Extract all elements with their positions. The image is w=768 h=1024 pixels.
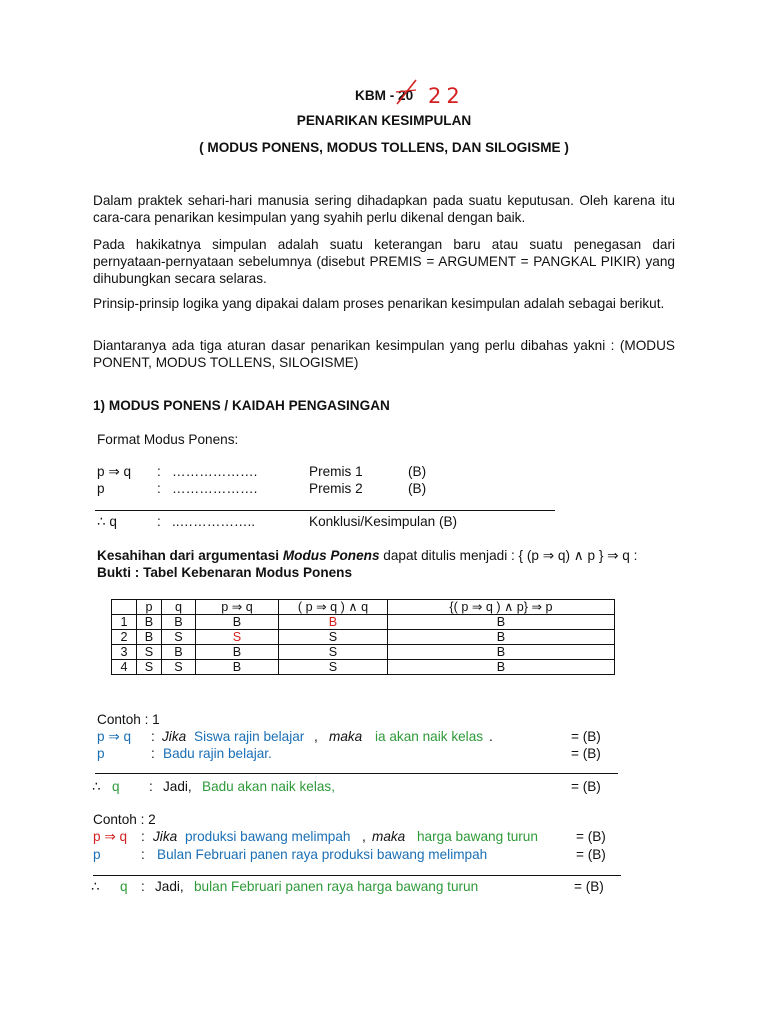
highlight-cell: S — [196, 630, 279, 645]
kbm-new-number: 22 — [428, 84, 465, 108]
intro-paragraph-2: Pada hakikatnya simpulan adalah suatu keterangan baru atau suatu penegasan dari pernyataan-pernyataan sebelumnya (disebut PREMIS = ARGUMENT = PANGKAL PIKIR) yang dihubungkan secara selaras. — [93, 237, 675, 286]
format-symbol: ∴ q — [97, 514, 117, 529]
table-row: 3 S B B S B — [112, 645, 615, 660]
kbm-old-number: 20 — [398, 88, 414, 103]
truth-table — [111, 599, 615, 675]
format-colon: : — [157, 514, 161, 529]
format-label-konklusi: Konklusi/Kesimpulan (B) — [309, 514, 458, 529]
format-colon: : — [157, 481, 161, 496]
format-value: (B) — [408, 481, 427, 496]
bukti-label: Bukti : Tabel Kebenaran Modus Ponens — [97, 565, 353, 580]
page-title: PENARIKAN KESIMPULAN — [296, 113, 472, 128]
format-dots: ..…………….. — [172, 514, 256, 529]
contoh-1-divider — [95, 773, 618, 774]
format-dots: ………………. — [172, 464, 258, 479]
intro-paragraph-3: Prinsip-prinsip logika yang dipakai dalam proses penarikan kesimpulan adalah sebagai berikut. — [93, 296, 665, 311]
intro-paragraph-4: Diantaranya ada tiga aturan dasar penarikan kesimpulan yang perlu dibahas yakni : (MODUS PONENT, MODUS TOLLENS, SILOGISME) — [93, 338, 675, 370]
intro-paragraph-1: Dalam praktek sehari-hari manusia sering dihadapkan pada suatu keputusan. Oleh karena itu cara-cara penarikan kesimpulan yang syahih perlu dikenal dengan baik. — [93, 193, 675, 225]
contoh-2-label: Contoh : 2 — [93, 812, 156, 827]
format-value: (B) — [408, 464, 427, 479]
page-subtitle: ( MODUS PONENS, MODUS TOLLENS, DAN SILOGISME ) — [199, 140, 569, 155]
format-divider — [95, 510, 555, 511]
truth-table-header: p q p ⇒ q ( p ⇒ q ) ∧ q {( p ⇒ q ) ∧ p} ⇒ p — [112, 600, 615, 615]
format-symbol: p ⇒ q — [97, 464, 132, 479]
format-label: Format Modus Ponens: — [97, 432, 239, 447]
format-label-premis: Premis 1 — [309, 464, 363, 479]
kbm-prefix: KBM - — [355, 88, 399, 103]
validity-statement: Kesahihan dari argumentasi Modus Ponens dapat ditulis menjadi : { (p ⇒ q) ∧ p } ⇒ q : — [97, 548, 638, 563]
format-colon: : — [157, 464, 161, 479]
contoh-1-label: Contoh : 1 — [97, 712, 160, 727]
table-row: 2 B S S S B — [112, 630, 615, 645]
format-symbol: p — [97, 481, 105, 496]
section-heading: 1) MODUS PONENS / KAIDAH PENGASINGAN — [93, 398, 390, 413]
contoh-2-divider — [93, 875, 621, 876]
highlight-cell: B — [279, 615, 388, 630]
format-dots: ………………. — [172, 481, 258, 496]
format-label-premis: Premis 2 — [309, 481, 363, 496]
table-row: 1 B B B B B — [112, 615, 615, 630]
table-row: 4 S S B S B — [112, 660, 615, 675]
